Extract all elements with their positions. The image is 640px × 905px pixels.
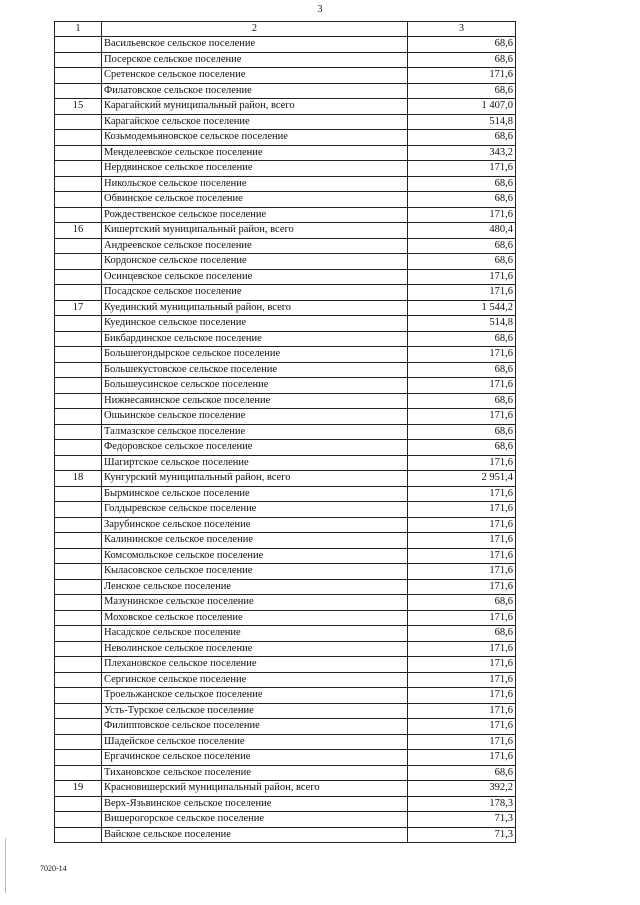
amount-cell: 1 407,0 [408, 99, 516, 115]
amount-cell: 171,6 [408, 486, 516, 502]
amount-cell: 68,6 [408, 192, 516, 208]
entity-name-cell: Насадское сельское поселение [102, 626, 408, 642]
row-number-cell [55, 703, 102, 719]
entity-name-cell: Посадское сельское поселение [102, 285, 408, 301]
entity-name-cell: Шагиртское сельское поселение [102, 455, 408, 471]
table-row [55, 269, 516, 285]
row-number-cell [55, 285, 102, 301]
entity-name-cell: Карагайское сельское поселение [102, 114, 408, 130]
header-cell-col-1: 1 [55, 22, 102, 37]
row-number-cell [55, 238, 102, 254]
amount-cell: 343,2 [408, 145, 516, 161]
table-row [55, 331, 516, 347]
row-number-cell [55, 378, 102, 394]
table-row [55, 130, 516, 146]
row-number-cell [55, 192, 102, 208]
table-row [55, 238, 516, 254]
amount-cell: 68,6 [408, 765, 516, 781]
table-row [55, 223, 516, 239]
entity-name-cell: Филипповское сельское поселение [102, 719, 408, 735]
table-row [55, 765, 516, 781]
table-row [55, 579, 516, 595]
amount-cell: 171,6 [408, 161, 516, 177]
table-row [55, 688, 516, 704]
amount-cell: 68,6 [408, 176, 516, 192]
row-number-cell [55, 409, 102, 425]
table-row [55, 548, 516, 564]
amount-cell: 68,6 [408, 254, 516, 270]
table-row [55, 161, 516, 177]
entity-name-cell: Посерское сельское поселение [102, 52, 408, 68]
amount-cell: 68,6 [408, 83, 516, 99]
table-header-row [55, 22, 516, 37]
amount-cell: 68,6 [408, 238, 516, 254]
amount-cell: 171,6 [408, 610, 516, 626]
amount-cell: 68,6 [408, 440, 516, 456]
amount-cell: 171,6 [408, 207, 516, 223]
table-row [55, 657, 516, 673]
table-row [55, 672, 516, 688]
table-row [55, 378, 516, 394]
row-number-cell [55, 548, 102, 564]
entity-name-cell: Большекустовское сельское поселение [102, 362, 408, 378]
row-number-cell [55, 269, 102, 285]
table-row [55, 83, 516, 99]
amount-cell: 171,6 [408, 750, 516, 766]
amount-cell: 171,6 [408, 409, 516, 425]
table-row [55, 254, 516, 270]
entity-name-cell: Нижнесавинское сельское поселение [102, 393, 408, 409]
table-row [55, 641, 516, 657]
table-row [55, 37, 516, 53]
table-row [55, 455, 516, 471]
amount-cell: 71,3 [408, 812, 516, 828]
amount-cell: 392,2 [408, 781, 516, 797]
table-row [55, 827, 516, 843]
table-row [55, 471, 516, 487]
table-row [55, 52, 516, 68]
table-row [55, 207, 516, 223]
row-number-cell [55, 672, 102, 688]
entity-name-cell: Шадейское сельское поселение [102, 734, 408, 750]
amount-cell: 171,6 [408, 719, 516, 735]
row-number-cell [55, 440, 102, 456]
entity-name-cell: Усть-Турское сельское поселение [102, 703, 408, 719]
amount-cell: 171,6 [408, 285, 516, 301]
row-number-cell [55, 486, 102, 502]
table-row [55, 145, 516, 161]
table-row [55, 595, 516, 611]
amount-cell: 171,6 [408, 533, 516, 549]
entity-name-cell: Голдыревское сельское поселение [102, 502, 408, 518]
table-row [55, 517, 516, 533]
table-row [55, 393, 516, 409]
row-number-cell [55, 68, 102, 84]
scan-edge-mark [5, 838, 6, 893]
row-number-cell [55, 517, 102, 533]
entity-name-cell: Вайское сельское поселение [102, 827, 408, 843]
amount-cell: 171,6 [408, 378, 516, 394]
entity-name-cell: Козьмодемьяновское сельское поселение [102, 130, 408, 146]
amount-cell: 171,6 [408, 734, 516, 750]
amount-cell: 171,6 [408, 579, 516, 595]
table-body [55, 22, 516, 843]
row-number-cell [55, 161, 102, 177]
amount-cell: 68,6 [408, 595, 516, 611]
entity-name-cell: Никольское сельское поселение [102, 176, 408, 192]
amount-cell: 171,6 [408, 548, 516, 564]
entity-name-cell: Менделеевское сельское поселение [102, 145, 408, 161]
amount-cell: 68,6 [408, 362, 516, 378]
entity-name-cell: Большегондырское сельское поселение [102, 347, 408, 363]
amount-cell: 171,6 [408, 502, 516, 518]
entity-name-cell: Мазунинское сельское поселение [102, 595, 408, 611]
row-number-cell [55, 393, 102, 409]
table-row [55, 440, 516, 456]
table-row [55, 192, 516, 208]
amount-cell: 171,6 [408, 347, 516, 363]
entity-name-cell: Верх-Язьвинское сельское поселение [102, 796, 408, 812]
table-row [55, 502, 516, 518]
table-row [55, 734, 516, 750]
row-number-cell [55, 626, 102, 642]
amount-cell: 171,6 [408, 672, 516, 688]
amount-cell: 480,4 [408, 223, 516, 239]
amount-cell: 171,6 [408, 455, 516, 471]
row-number-cell [55, 207, 102, 223]
table-row [55, 626, 516, 642]
amount-cell: 68,6 [408, 424, 516, 440]
entity-name-cell: Сергинское сельское поселение [102, 672, 408, 688]
table-row [55, 812, 516, 828]
entity-name-cell: Филатовское сельское поселение [102, 83, 408, 99]
row-number-cell [55, 130, 102, 146]
row-number-cell: 15 [55, 99, 102, 115]
table-row [55, 409, 516, 425]
entity-name-cell: Ошьинское сельское поселение [102, 409, 408, 425]
entity-name-cell: Зарубинское сельское поселение [102, 517, 408, 533]
table-row [55, 285, 516, 301]
amount-cell: 1 544,2 [408, 300, 516, 316]
entity-name-cell: Большеусинское сельское поселение [102, 378, 408, 394]
entity-name-cell: Вишерогорское сельское поселение [102, 812, 408, 828]
entity-name-cell: Андреевское сельское поселение [102, 238, 408, 254]
table-row [55, 750, 516, 766]
row-number-cell [55, 455, 102, 471]
table-row [55, 610, 516, 626]
amount-cell: 171,6 [408, 269, 516, 285]
document-code: 7020-14 [40, 864, 67, 873]
row-number-cell: 19 [55, 781, 102, 797]
amount-cell: 171,6 [408, 68, 516, 84]
row-number-cell [55, 424, 102, 440]
amount-cell: 171,6 [408, 517, 516, 533]
row-number-cell [55, 688, 102, 704]
amount-cell: 2 951,4 [408, 471, 516, 487]
entity-name-cell: Бикбардинское сельское поселение [102, 331, 408, 347]
row-number-cell [55, 52, 102, 68]
row-number-cell [55, 564, 102, 580]
amount-cell: 68,6 [408, 130, 516, 146]
table-row [55, 316, 516, 332]
entity-name-cell: Моховское сельское поселение [102, 610, 408, 626]
header-cell-col-2: 2 [102, 22, 408, 37]
entity-name-cell: Кишертский муниципальный район, всего [102, 223, 408, 239]
amount-cell: 171,6 [408, 641, 516, 657]
entity-name-cell: Рождественское сельское поселение [102, 207, 408, 223]
table-row [55, 533, 516, 549]
amount-cell: 68,6 [408, 37, 516, 53]
entity-name-cell: Комсомольское сельское поселение [102, 548, 408, 564]
table-row [55, 176, 516, 192]
header-cell-col-3: 3 [408, 22, 516, 37]
row-number-cell: 18 [55, 471, 102, 487]
entity-name-cell: Ергачинское сельское поселение [102, 750, 408, 766]
table-row [55, 564, 516, 580]
entity-name-cell: Талмазское сельское поселение [102, 424, 408, 440]
entity-name-cell: Обвинское сельское поселение [102, 192, 408, 208]
table-row [55, 99, 516, 115]
row-number-cell [55, 331, 102, 347]
amount-cell: 68,6 [408, 393, 516, 409]
table-row [55, 486, 516, 502]
entity-name-cell: Кордонское сельское поселение [102, 254, 408, 270]
table-row [55, 781, 516, 797]
row-number-cell [55, 347, 102, 363]
table-row [55, 796, 516, 812]
table-row [55, 68, 516, 84]
entity-name-cell: Осинцевское сельское поселение [102, 269, 408, 285]
row-number-cell [55, 533, 102, 549]
amount-cell: 178,3 [408, 796, 516, 812]
amount-cell: 68,6 [408, 626, 516, 642]
row-number-cell [55, 641, 102, 657]
amount-cell: 68,6 [408, 331, 516, 347]
entity-name-cell: Карагайский муниципальный район, всего [102, 99, 408, 115]
row-number-cell [55, 719, 102, 735]
entity-name-cell: Калининское сельское поселение [102, 533, 408, 549]
table-row [55, 300, 516, 316]
row-number-cell: 16 [55, 223, 102, 239]
entity-name-cell: Неволинское сельское поселение [102, 641, 408, 657]
entity-name-cell: Красновишерский муниципальный район, всего [102, 781, 408, 797]
row-number-cell [55, 796, 102, 812]
row-number-cell [55, 362, 102, 378]
row-number-cell [55, 812, 102, 828]
page-number: 3 [317, 4, 323, 15]
row-number-cell: 17 [55, 300, 102, 316]
table-row [55, 703, 516, 719]
table-row [55, 362, 516, 378]
row-number-cell [55, 610, 102, 626]
row-number-cell [55, 502, 102, 518]
amount-cell: 171,6 [408, 703, 516, 719]
allocation-table [54, 21, 516, 843]
entity-name-cell: Бырминское сельское поселение [102, 486, 408, 502]
entity-name-cell: Васильевское сельское поселение [102, 37, 408, 53]
amount-cell: 171,6 [408, 564, 516, 580]
row-number-cell [55, 83, 102, 99]
row-number-cell [55, 176, 102, 192]
entity-name-cell: Ленское сельское поселение [102, 579, 408, 595]
entity-name-cell: Нердвинское сельское поселение [102, 161, 408, 177]
row-number-cell [55, 734, 102, 750]
table-row [55, 347, 516, 363]
row-number-cell [55, 37, 102, 53]
entity-name-cell: Плехановское сельское поселение [102, 657, 408, 673]
row-number-cell [55, 827, 102, 843]
entity-name-cell: Кунгурский муниципальный район, всего [102, 471, 408, 487]
row-number-cell [55, 145, 102, 161]
row-number-cell [55, 254, 102, 270]
entity-name-cell: Сретенское сельское поселение [102, 68, 408, 84]
row-number-cell [55, 114, 102, 130]
row-number-cell [55, 750, 102, 766]
row-number-cell [55, 579, 102, 595]
entity-name-cell: Троельжанское сельское поселение [102, 688, 408, 704]
entity-name-cell: Кыласовское сельское поселение [102, 564, 408, 580]
entity-name-cell: Федоровское сельское поселение [102, 440, 408, 456]
amount-cell: 514,8 [408, 114, 516, 130]
amount-cell: 514,8 [408, 316, 516, 332]
row-number-cell [55, 316, 102, 332]
entity-name-cell: Тихановское сельское поселение [102, 765, 408, 781]
table-row [55, 114, 516, 130]
amount-cell: 171,6 [408, 688, 516, 704]
table-row [55, 719, 516, 735]
amount-cell: 171,6 [408, 657, 516, 673]
row-number-cell [55, 657, 102, 673]
amount-cell: 71,3 [408, 827, 516, 843]
row-number-cell [55, 765, 102, 781]
row-number-cell [55, 595, 102, 611]
entity-name-cell: Куединское сельское поселение [102, 316, 408, 332]
entity-name-cell: Куединский муниципальный район, всего [102, 300, 408, 316]
table-row [55, 424, 516, 440]
amount-cell: 68,6 [408, 52, 516, 68]
